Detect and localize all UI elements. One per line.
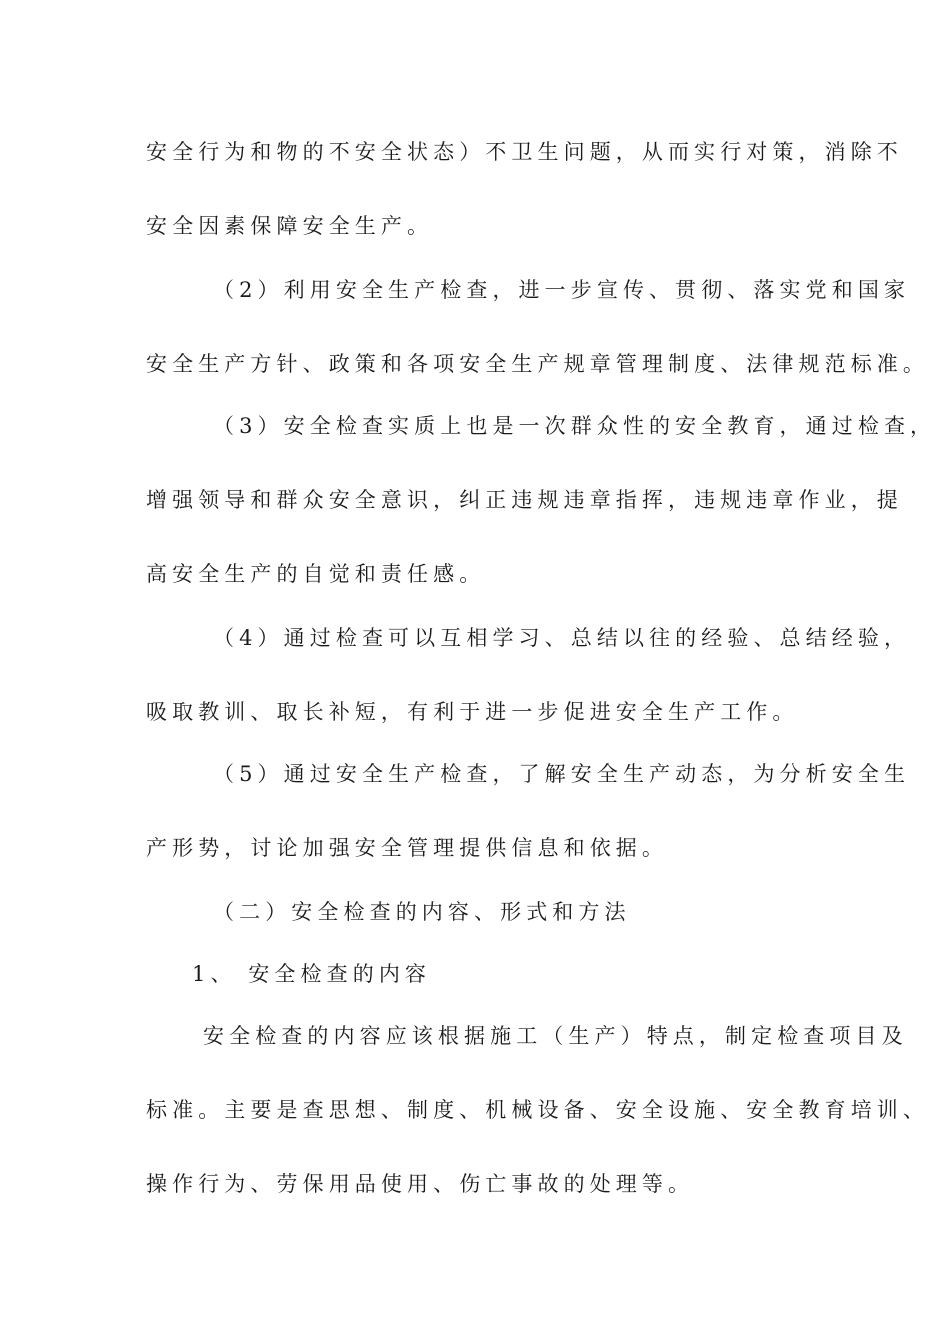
section-heading: （二）安全检查的内容、形式和方法 bbox=[213, 900, 631, 924]
item-2-line-1: （2）利用安全生产检查，进一步宣传、贯彻、落实党和国家 bbox=[213, 278, 911, 302]
content-line-2: 标准。主要是查思想、制度、机械设备、安全设施、安全教育培训、 bbox=[146, 1098, 929, 1122]
paragraph-line-2: 安全因素保障安全生产。 bbox=[146, 214, 434, 238]
item-4-line-1: （4）通过检查可以互相学习、总结以往的经验、总结经验， bbox=[213, 626, 911, 650]
item-3-line-1: （3）安全检查实质上也是一次群众性的安全教育，通过检查， bbox=[213, 414, 937, 438]
paragraph-line-1: 安全行为和物的不安全状态）不卫生问题，从而实行对策，消除不 bbox=[146, 140, 903, 164]
item-2-line-2: 安全生产方针、政策和各项安全生产规章管理制度、法律规范标准。 bbox=[146, 352, 929, 376]
item-4-line-2: 吸取教训、取长补短，有利于进一步促进安全生产工作。 bbox=[146, 700, 799, 724]
item-3-line-2: 增强领导和群众安全意识，纠正违规违章指挥，违规违章作业，提 bbox=[146, 488, 903, 512]
content-line-3: 操作行为、劳保用品使用、伤亡事故的处理等。 bbox=[146, 1172, 695, 1196]
subsection-heading: 1、 安全检查的内容 bbox=[192, 962, 432, 986]
item-3-line-3: 高安全生产的自觉和责任感。 bbox=[146, 562, 486, 586]
content-line-1: 安全检查的内容应该根据施工（生产）特点，制定检查项目及 bbox=[203, 1024, 908, 1048]
item-5-line-1: （5）通过安全生产检查，了解安全生产动态，为分析安全生 bbox=[213, 762, 911, 786]
item-5-line-2: 产形势，讨论加强安全管理提供信息和依据。 bbox=[146, 836, 668, 860]
